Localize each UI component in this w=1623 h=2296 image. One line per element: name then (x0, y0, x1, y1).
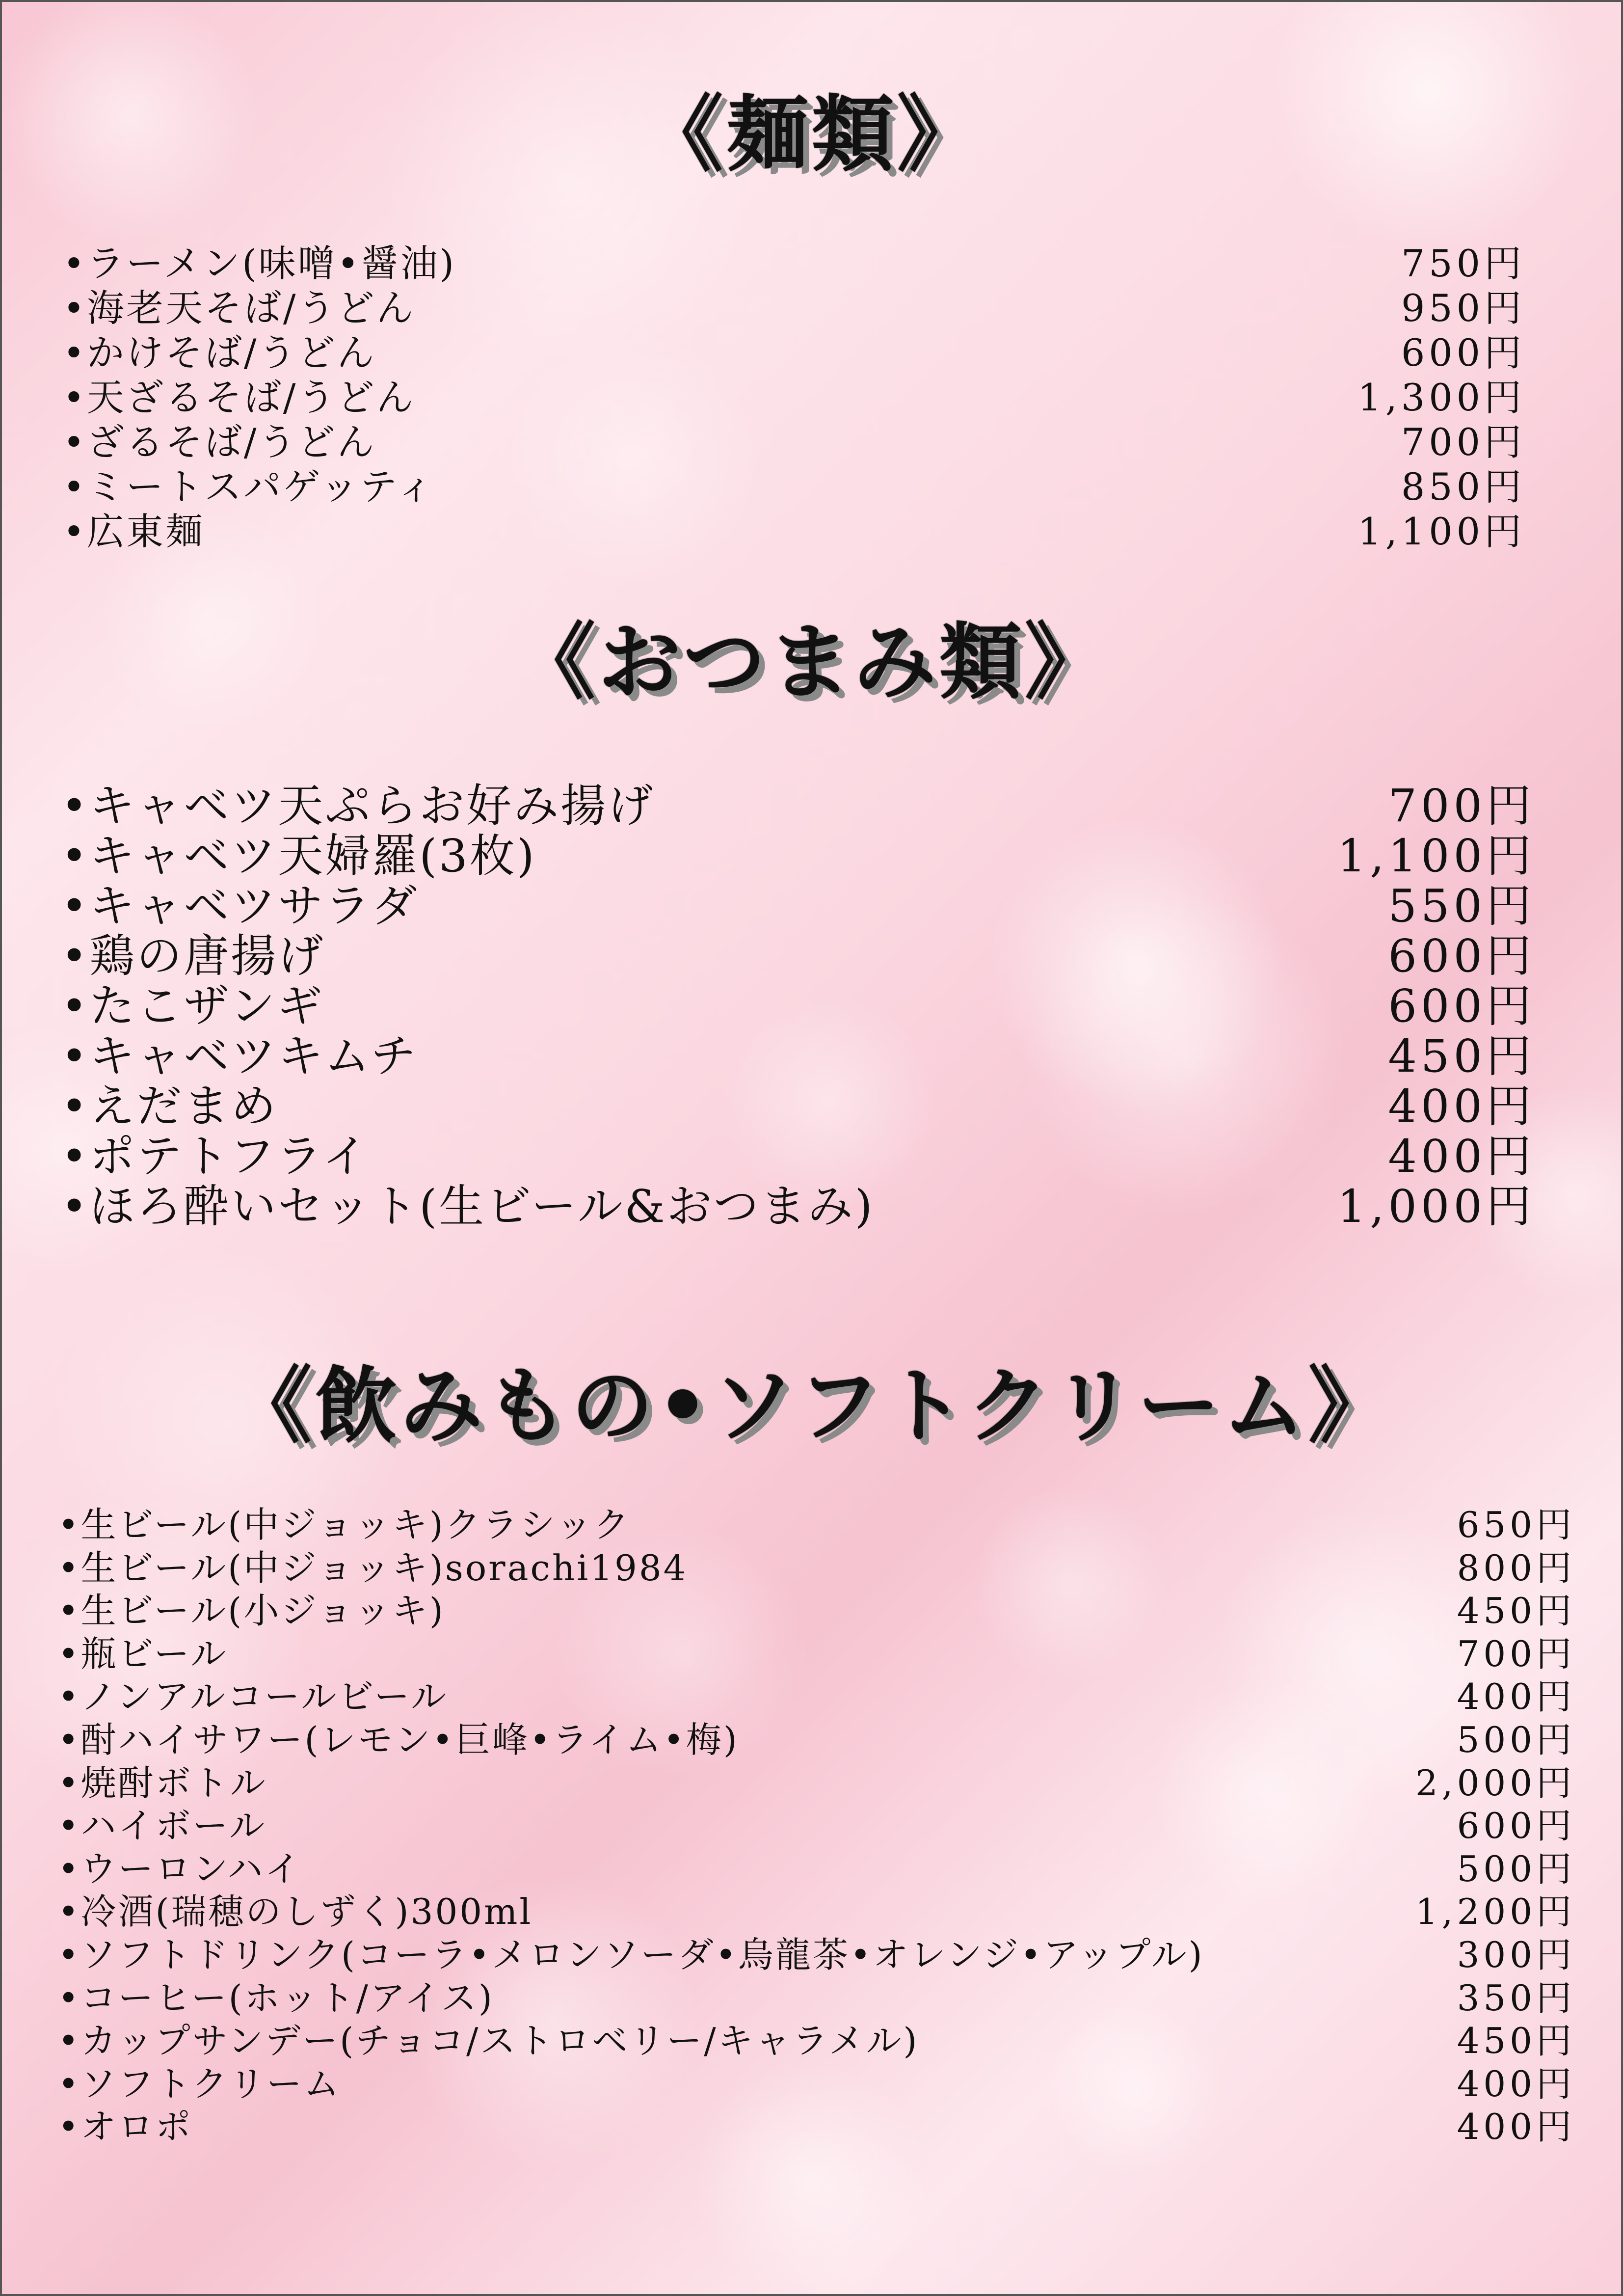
item-name: •酎ハイサワー(レモン•巨峰•ライム•梅) (58, 1719, 739, 1760)
item-name: •キャベツキムチ (61, 1030, 418, 1082)
item-name: •ノンアルコールビール (58, 1676, 448, 1718)
menu-item (58, 1590, 1575, 1633)
menu-item (63, 330, 1525, 375)
item-price: 650円 (1457, 1504, 1575, 1545)
item-name: •生ビール(中ジョッキ)クラシック (58, 1504, 631, 1545)
item-name: •ラーメン(味噌•醤油) (63, 242, 456, 285)
menu-item (61, 1081, 1535, 1132)
item-price: 400円 (1388, 1080, 1535, 1133)
item-name: •カップサンデー(チョコ/ストロベリー/キャラメル) (58, 2020, 919, 2062)
item-name: •生ビール(小ジョッキ) (58, 1590, 445, 1632)
item-price: 600円 (1388, 980, 1535, 1032)
menu-item (58, 1504, 1575, 1547)
menu-item (58, 1934, 1575, 1977)
section-title-snacks: 《おつまみ類》 (513, 614, 1110, 710)
item-name: •キャベツ天ぷらお好み揚げ (61, 780, 655, 832)
item-name: •生ビール(中ジョッキ)sorachi1984 (58, 1547, 688, 1589)
item-name: •コーヒー(ホット/アイス) (58, 1977, 494, 2019)
item-name: •キャベツ天婦羅(3枚) (61, 830, 536, 882)
item-name: •たこザンギ (61, 980, 324, 1032)
item-name: •ミートスパゲッティ (63, 465, 435, 509)
item-price: 400円 (1388, 1130, 1535, 1183)
menu-item (63, 375, 1525, 420)
item-price: 850円 (1401, 465, 1525, 509)
item-price: 600円 (1401, 331, 1525, 375)
item-name: •瓶ビール (58, 1633, 228, 1675)
item-name: •ソフトクリーム (58, 2063, 342, 2105)
item-name: •海老天そば/うどん (63, 286, 416, 330)
menu-item (61, 781, 1535, 831)
item-name: •天ざるそば/うどん (63, 376, 416, 419)
menu-item (61, 981, 1535, 1031)
menu-item (63, 241, 1525, 286)
item-price: 700円 (1457, 1633, 1575, 1675)
item-name: •かけそば/うどん (63, 331, 376, 375)
item-name: •鶏の唐揚げ (61, 930, 325, 982)
item-name: •えだまめ (61, 1080, 278, 1133)
item-name: •ざるそば/うどん (63, 420, 376, 464)
menu-item (61, 881, 1535, 931)
item-name: •ウーロンハイ (58, 1848, 302, 1890)
item-price: 400円 (1457, 2106, 1575, 2148)
item-name: •オロポ (58, 2106, 193, 2148)
menu-item (63, 420, 1525, 464)
menu-item (63, 509, 1525, 554)
item-price: 1,100円 (1337, 830, 1535, 882)
section-title-drinks: 《飲みもの•ソフトクリーム》 (229, 1358, 1394, 1454)
item-price: 450円 (1457, 2020, 1575, 2062)
item-price: 400円 (1457, 2063, 1575, 2105)
item-price: 600円 (1457, 1805, 1575, 1847)
menu-item (58, 1977, 1575, 2020)
item-name: •キャベツサラダ (61, 880, 419, 932)
item-name: •広東麺 (63, 510, 205, 553)
item-price: 700円 (1401, 420, 1525, 464)
menu-item (58, 2106, 1575, 2149)
item-price: 1,300円 (1357, 376, 1525, 419)
item-price: 600円 (1388, 930, 1535, 982)
menu-item (58, 2063, 1575, 2106)
item-price: 450円 (1457, 1590, 1575, 1632)
menu-item (58, 1719, 1575, 1762)
item-price: 300円 (1457, 1934, 1575, 1975)
item-price: 1,000円 (1337, 1180, 1535, 1233)
item-price: 500円 (1457, 1848, 1575, 1890)
menu-item (61, 1182, 1535, 1232)
item-price: 800円 (1457, 1547, 1575, 1589)
menu-item (58, 1675, 1575, 1719)
item-price: 450円 (1388, 1030, 1535, 1082)
item-price: 2,000円 (1415, 1762, 1575, 1804)
menu-item (58, 1805, 1575, 1848)
item-price: 750円 (1401, 242, 1525, 285)
item-price: 350円 (1457, 1977, 1575, 2019)
menu-item (63, 464, 1525, 509)
menu-item (58, 1547, 1575, 1590)
menu-item (58, 2020, 1575, 2063)
item-price: 500円 (1457, 1719, 1575, 1760)
item-name: •ポテトフライ (61, 1130, 370, 1183)
item-name: •ハイボール (58, 1805, 267, 1847)
item-name: •冷酒(瑞穂のしずく)300ml (58, 1891, 533, 1933)
menu-item (61, 931, 1535, 981)
item-price: 550円 (1388, 880, 1535, 932)
item-price: 700円 (1388, 780, 1535, 832)
item-name: •ソフトドリンク(コーラ•メロンソーダ•烏龍茶•オレンジ•アップル) (58, 1934, 1204, 1975)
menu-item (63, 286, 1525, 330)
menu-item (58, 1891, 1575, 1934)
menu-item (58, 1633, 1575, 1676)
menu-item (61, 831, 1535, 881)
section-title-noodles: 《麺類》 (640, 86, 983, 183)
item-name: •ほろ酔いセット(生ビール&おつまみ) (61, 1180, 875, 1233)
item-price: 950円 (1401, 286, 1525, 330)
menu-item (61, 1031, 1535, 1081)
menu-item (58, 1762, 1575, 1805)
item-price: 1,200円 (1415, 1891, 1575, 1933)
item-name: •焼酎ボトル (58, 1762, 267, 1804)
menu-item (58, 1848, 1575, 1891)
menu-item (61, 1132, 1535, 1182)
item-price: 1,100円 (1357, 510, 1525, 553)
item-price: 400円 (1457, 1676, 1575, 1718)
